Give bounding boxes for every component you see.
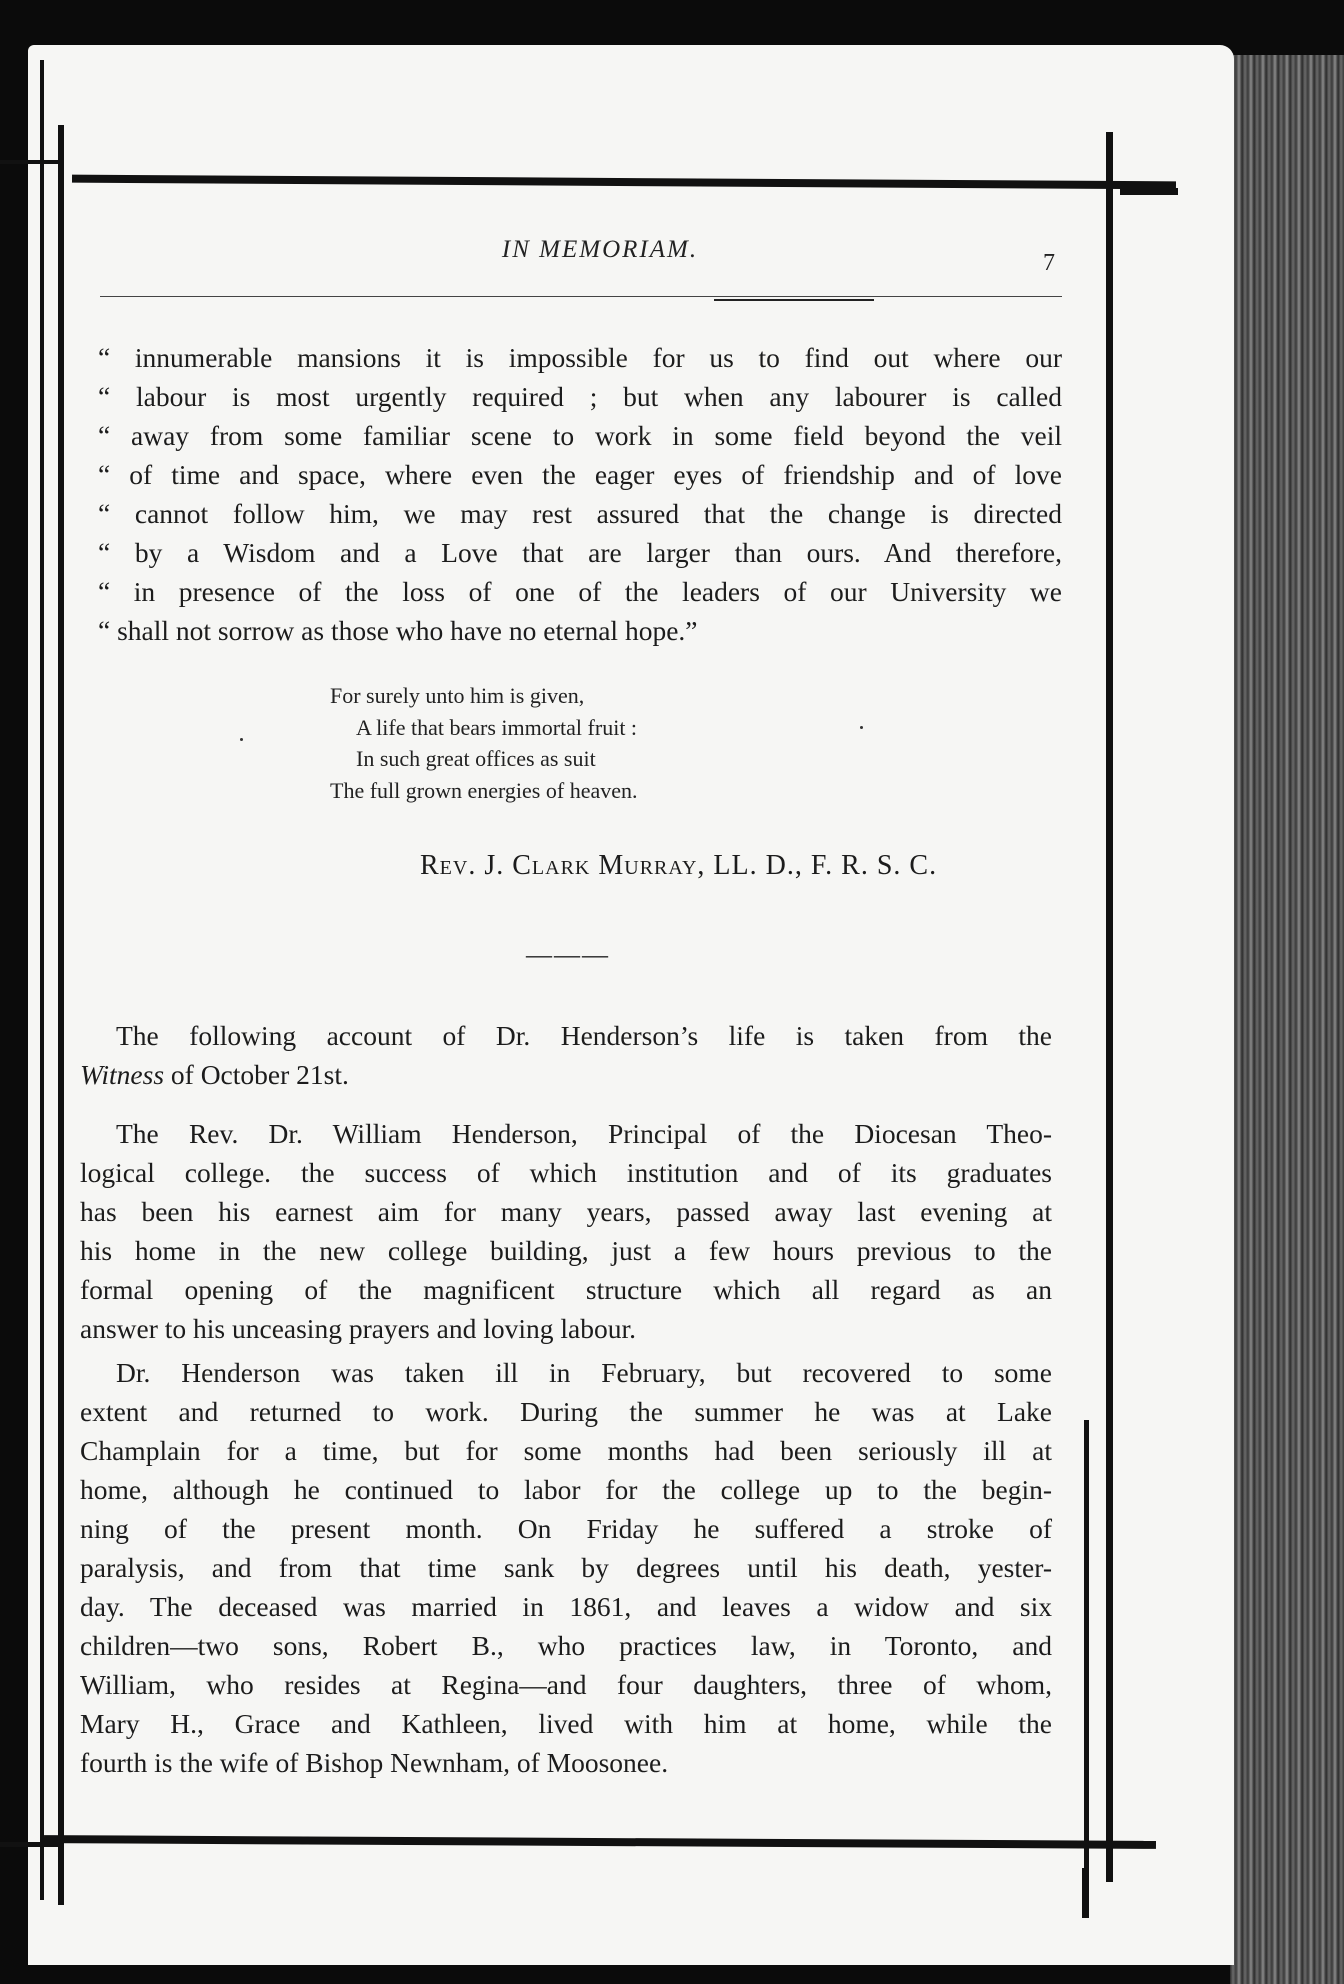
poem-line: For surely unto him is given, xyxy=(330,683,585,708)
quote-line: “ cannot follow him, we may rest assured that the change is directed xyxy=(98,498,1062,529)
border-top-rule-ext xyxy=(1120,188,1178,195)
poem-line: The full grown energies of heaven. xyxy=(330,777,638,803)
quote-line: “ labour is most urgently required ; but when any labourer is called xyxy=(98,381,1062,412)
border-left-outer-line xyxy=(40,60,44,1900)
border-left-bottom-tick xyxy=(0,1842,60,1847)
header-underline-accent xyxy=(714,299,874,301)
paragraph-line: Dr. Henderson was taken ill in February, but recovered to some xyxy=(116,1357,1052,1388)
border-right-line xyxy=(1106,132,1113,1882)
quote-line: “ away from some familiar scene to work in some field beyond the veil xyxy=(98,420,1062,451)
poem-line: A life that bears immortal fruit : xyxy=(356,714,638,740)
border-left-line xyxy=(58,125,64,1905)
paragraph-line: his home in the new college building, just a few hours previous to the xyxy=(80,1235,1052,1266)
border-right-inner-line xyxy=(1084,1420,1089,1880)
paragraph-line: home, although he continued to labor for the college up to the begin- xyxy=(80,1474,1052,1505)
quoted-passage xyxy=(98,338,1062,650)
book-page-edges xyxy=(1230,55,1344,1984)
page-number: 7 xyxy=(1043,250,1055,276)
paragraph-line: paralysis, and from that time sank by degrees until his death, yester- xyxy=(80,1552,1052,1583)
quote-line: “ in presence of the loss of one of the leaders of our University we xyxy=(98,576,1062,607)
ink-speck xyxy=(240,738,243,741)
paragraph-line: extent and returned to work. During the summer he was at Lake xyxy=(80,1396,1052,1427)
author-signature: Rev. J. Clark Murray, LL. D., F. R. S. C. xyxy=(420,850,938,881)
quote-line: “ innumerable mansions it is impossible for us to find out where our xyxy=(98,342,1062,373)
paragraph-line: children—two sons, Robert B., who practices law, in Toronto, and xyxy=(80,1630,1052,1661)
border-bottom-corner-mark xyxy=(1082,1868,1089,1918)
intro-date: of October 21st. xyxy=(164,1059,349,1090)
section-separator: ——— xyxy=(526,940,610,969)
paragraph-line: Champlain for a time, but for some months had been seriously ill at xyxy=(80,1435,1052,1466)
paragraph-line: day. The deceased was married in 1861, and leaves a widow and six xyxy=(80,1591,1052,1622)
paragraph-line: The Rev. Dr. William Henderson, Principal of the Diocesan Theo- xyxy=(116,1118,1052,1149)
intro-line-2 xyxy=(80,1055,1052,1094)
ink-speck xyxy=(860,726,863,729)
header-underline xyxy=(100,296,1062,297)
paragraph-line: fourth is the wife of Bishop Newnham, of Moosonee. xyxy=(80,1747,669,1778)
paragraph-principal xyxy=(80,1114,1052,1348)
paragraph-illness xyxy=(80,1353,1052,1782)
running-header: IN MEMORIAM. xyxy=(501,236,699,263)
intro-paragraph xyxy=(80,1016,1052,1094)
paragraph-line: ning of the present month. On Friday he suffered a stroke of xyxy=(80,1513,1052,1544)
quote-line: “ by a Wisdom and a Love that are larger than ours. And therefore, xyxy=(98,537,1062,568)
quote-line: “ of time and space, where even the eager eyes of friendship and of love xyxy=(98,459,1062,490)
paragraph-line: logical college. the success of which institution and of its graduates xyxy=(80,1157,1052,1188)
paragraph-line: answer to his unceasing prayers and loving labour. xyxy=(80,1313,636,1344)
border-left-tick xyxy=(0,160,62,164)
paragraph-line: Mary H., Grace and Kathleen, lived with him at home, while the xyxy=(80,1708,1052,1739)
poem-stanza xyxy=(330,680,637,806)
paragraph-line: formal opening of the magnificent structure which all regard as an xyxy=(80,1274,1052,1305)
poem-line: In such great offices as suit xyxy=(356,746,596,771)
witness-newspaper-name: Witness xyxy=(80,1059,165,1090)
quote-line: “ shall not sorrow as those who have no eternal hope.” xyxy=(98,615,698,646)
intro-line: The following account of Dr. Henderson’s life is taken from the xyxy=(116,1020,1052,1051)
paragraph-line: William, who resides at Regina—and four daughters, three of whom, xyxy=(80,1669,1052,1700)
paragraph-line: has been his earnest aim for many years, passed away last evening at xyxy=(80,1196,1052,1227)
